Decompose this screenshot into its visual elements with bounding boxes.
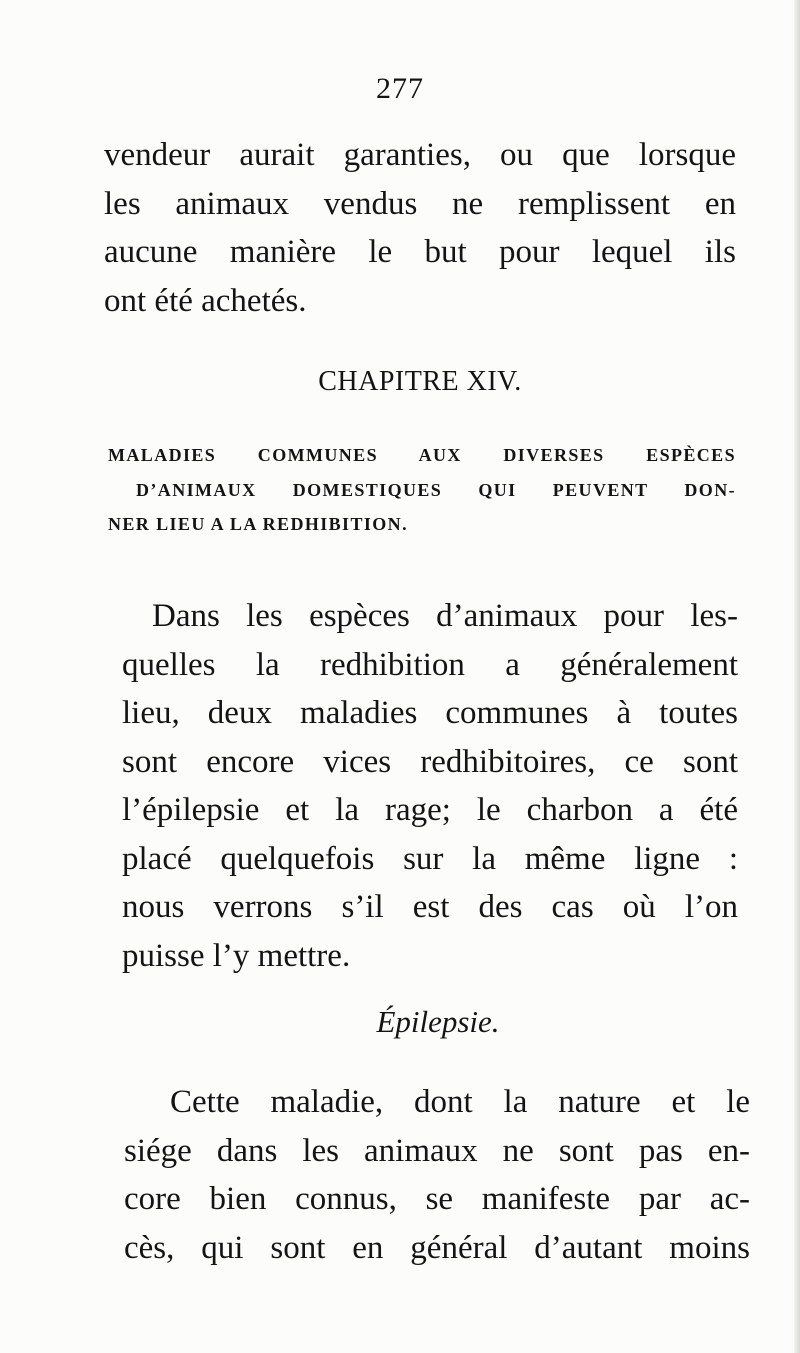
text-line: Cette maladie, dont la nature et le: [170, 1084, 750, 1120]
chapter-subtitle: [108, 438, 736, 542]
text-line: siége dans les animaux ne sont pas en-: [124, 1132, 750, 1169]
text-line: cès, qui sont en général d’autant moins: [124, 1229, 750, 1266]
chapter-title: CHAPITRE XIV.: [318, 366, 522, 397]
paragraph-continued: [104, 131, 736, 325]
text-line: puisse l’y mettre.: [122, 937, 351, 974]
text-line: sont encore vices redhibitoires, ce sont: [122, 743, 738, 780]
subtitle-line: D’ANIMAUX DOMESTIQUES QUI PEUVENT DON-: [136, 479, 736, 500]
subtitle-line: MALADIES COMMUNES AUX DIVERSES ESPÈCES: [108, 445, 736, 465]
text-line: nous verrons s’il est des cas où l’on: [122, 889, 738, 925]
page-number: 277: [376, 72, 424, 105]
text-line: vendeur aurait garanties, ou que lorsque: [104, 137, 736, 173]
paragraph-epilepsie: [124, 1078, 750, 1272]
paragraph-intro: [122, 592, 738, 980]
text-line: les animaux vendus ne remplissent en: [104, 185, 736, 222]
text-line: placé quelquefois sur la même ligne :: [122, 840, 738, 877]
text-line: Dans les espèces d’animaux pour les-: [152, 598, 738, 634]
text-line: quelles la redhibition a généralement: [122, 646, 738, 683]
text-line: l’épilepsie et la rage; le charbon a été: [122, 792, 738, 828]
page-edge: [794, 0, 800, 1353]
text-line: core bien connus, se manifeste par ac-: [124, 1181, 750, 1217]
text-line: aucune manière le but pour lequel ils: [104, 234, 736, 270]
subtitle-line: NER LIEU A LA REDHIBITION.: [108, 514, 408, 534]
section-title: Épilepsie.: [376, 1004, 500, 1039]
text-line: ont été achetés.: [104, 282, 307, 319]
text-line: lieu, deux maladies communes à toutes: [122, 695, 738, 731]
